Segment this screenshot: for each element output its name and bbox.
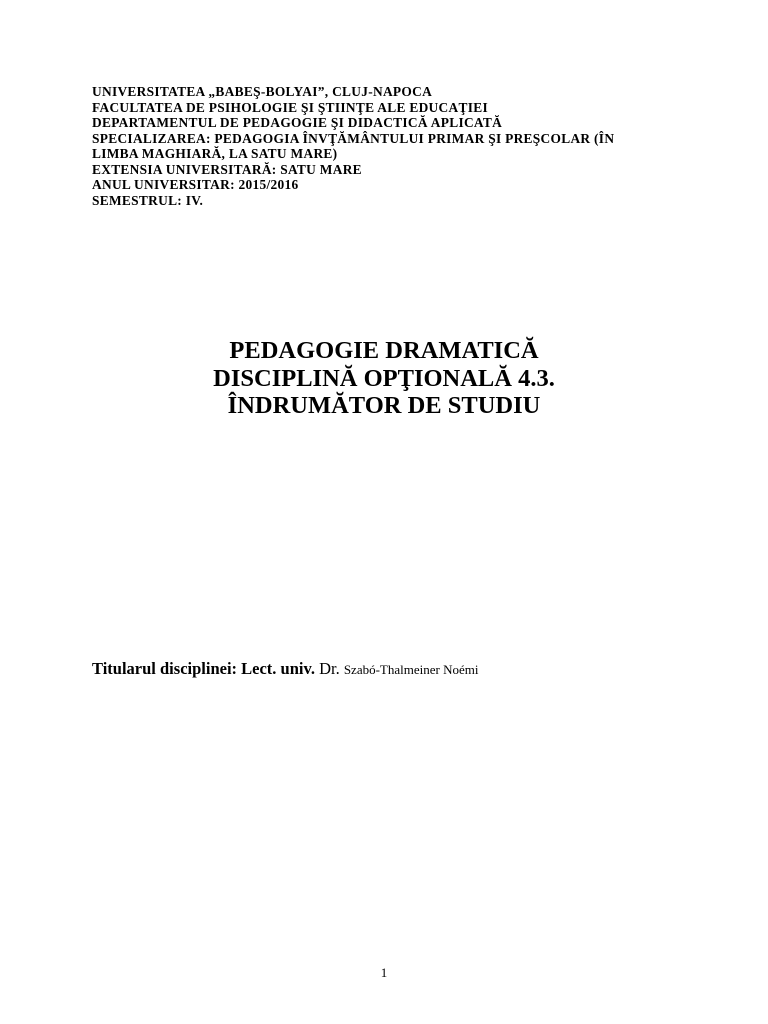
title-discipline: DISCIPLINĂ OPŢIONALĂ 4.3. [213, 364, 555, 392]
header-faculty: FACULTATEA DE PSIHOLOGIE ŞI ŞTIINŢE ALE EDUCAŢIEI [92, 99, 488, 115]
header-department: DEPARTAMENTUL DE PEDAGOGIE ŞI DIDACTICĂ APLICATĂ [92, 115, 503, 130]
header-specialization: SPECIALIZAREA: PEDAGOGIA ÎNVŢĂMÂNTULUI PRIMAR ŞI PREŞCOLAR (ÎN [92, 130, 615, 146]
page-number: 1 [380, 965, 388, 980]
title-course: PEDAGOGIE DRAMATICĂ [229, 337, 539, 364]
holder-name: Szabó-Thalmeiner Noémi [343, 662, 479, 677]
title-guide: ÎNDRUMĂTOR DE STUDIU [227, 392, 541, 419]
header-specialization-cont: LIMBA MAGHIARĂ, LA SATU MARE) [92, 146, 338, 161]
header-extension: EXTENSIA UNIVERSITARĂ: SATU MARE [92, 161, 362, 177]
institution-header [92, 84, 692, 208]
course-holder [92, 659, 478, 679]
header-academic-year: ANUL UNIVERSITAR: 2015/2016 [92, 177, 299, 192]
holder-label: Titularul disciplinei: Lect. univ. [92, 659, 315, 678]
document-title [0, 337, 768, 420]
holder-title: Dr. [319, 659, 340, 678]
header-semester: SEMESTRUL: IV. [92, 192, 204, 208]
header-university: UNIVERSITATEA „BABEŞ-BOLYAI”, CLUJ-NAPOCA [92, 84, 433, 99]
